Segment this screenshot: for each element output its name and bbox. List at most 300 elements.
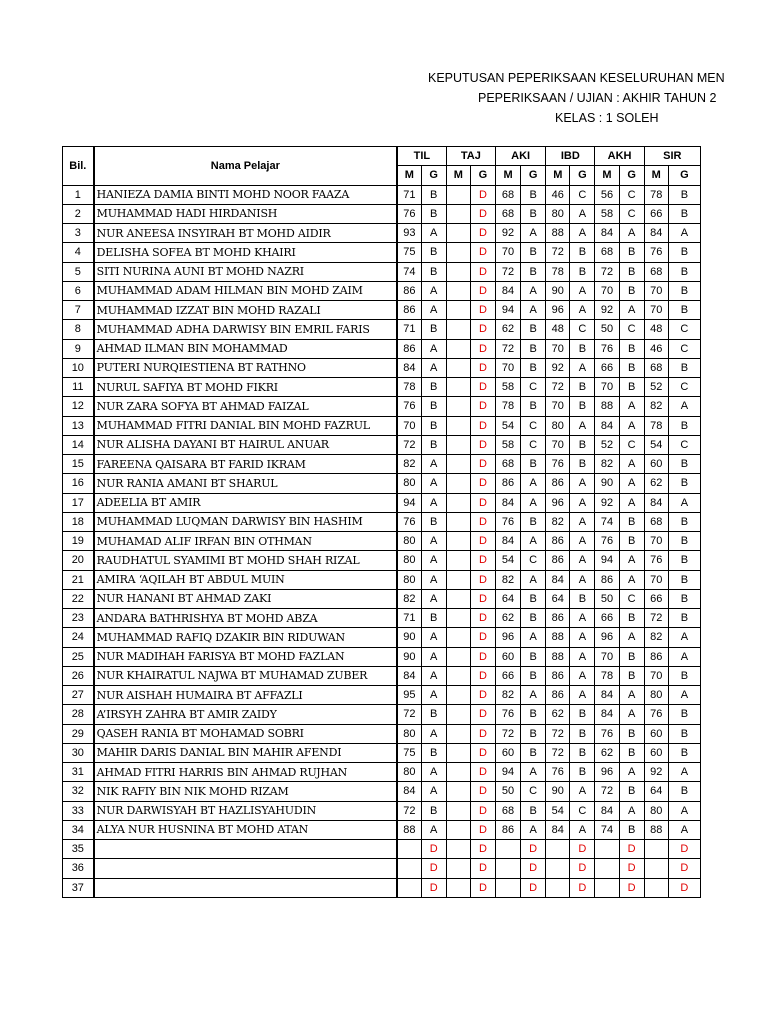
mark-cell <box>446 705 470 724</box>
mark-cell: 92 <box>644 763 668 782</box>
mark-cell: 76 <box>397 512 421 531</box>
mark-cell: 84 <box>546 570 570 589</box>
mark-cell <box>446 416 470 435</box>
mark-cell: 84 <box>495 281 520 300</box>
grade-cell: A <box>570 224 595 243</box>
grade-cell: B <box>619 262 644 281</box>
grade-cell: B <box>521 204 546 223</box>
grade-cell: B <box>570 705 595 724</box>
grade-cell: B <box>668 724 700 743</box>
mark-cell: 82 <box>644 397 668 416</box>
grade-cell: A <box>668 493 700 512</box>
row-number: 1 <box>63 185 94 204</box>
row-number: 23 <box>63 609 94 628</box>
grade-cell: A <box>421 224 446 243</box>
table-row <box>63 878 701 897</box>
mark-cell: 86 <box>546 532 570 551</box>
grade-cell: B <box>570 435 595 454</box>
exam-name: PEPERIKSAAN / UJIAN : AKHIR TAHUN 2 <box>478 91 717 105</box>
mark-cell: 68 <box>644 262 668 281</box>
grade-cell: A <box>421 455 446 474</box>
mark-cell: 80 <box>644 686 668 705</box>
mark-cell: 50 <box>495 782 520 801</box>
table-row <box>63 609 701 628</box>
mark-cell: 76 <box>495 705 520 724</box>
grade-cell: D <box>470 378 495 397</box>
mark-cell: 88 <box>546 628 570 647</box>
grade-cell: A <box>570 532 595 551</box>
grade-cell: A <box>570 512 595 531</box>
mark-cell: 86 <box>644 647 668 666</box>
mark-cell: 90 <box>397 647 421 666</box>
grade-cell: B <box>668 512 700 531</box>
grade-cell: D <box>619 859 644 878</box>
mark-cell: 80 <box>397 570 421 589</box>
grade-cell: B <box>521 609 546 628</box>
mark-cell: 86 <box>546 609 570 628</box>
student-name: DELISHA SOFEA BT MOHD KHAIRI <box>94 243 397 262</box>
mark-cell <box>644 878 668 897</box>
mark-cell: 66 <box>495 666 520 685</box>
grade-cell: B <box>521 262 546 281</box>
student-name: MUHAMMAD FITRI DANIAL BIN MOHD FAZRUL <box>94 416 397 435</box>
mark-cell: 93 <box>397 224 421 243</box>
grade-cell: C <box>619 204 644 223</box>
mark-cell: 92 <box>546 358 570 377</box>
mark-cell <box>446 262 470 281</box>
grade-cell: A <box>521 224 546 243</box>
mark-cell: 88 <box>546 224 570 243</box>
grade-cell: B <box>668 743 700 762</box>
grade-cell: A <box>619 763 644 782</box>
mark-cell: 84 <box>397 666 421 685</box>
mark-cell <box>595 878 619 897</box>
mark-cell <box>446 782 470 801</box>
grade-cell: A <box>619 551 644 570</box>
grade-cell: D <box>570 840 595 859</box>
row-number: 24 <box>63 628 94 647</box>
grade-cell: B <box>421 435 446 454</box>
mark-cell <box>446 609 470 628</box>
row-number: 12 <box>63 397 94 416</box>
grade-cell: A <box>619 705 644 724</box>
mark-cell: 72 <box>595 262 619 281</box>
grade-header: G <box>421 166 446 185</box>
grade-cell: A <box>668 628 700 647</box>
table-row <box>63 647 701 666</box>
grade-cell: B <box>421 185 446 204</box>
mark-cell: 71 <box>397 609 421 628</box>
mark-cell: 70 <box>644 570 668 589</box>
grade-cell: B <box>619 243 644 262</box>
mark-cell: 82 <box>546 512 570 531</box>
grade-cell: B <box>421 416 446 435</box>
grade-cell: D <box>470 686 495 705</box>
grade-cell: D <box>470 705 495 724</box>
mark-cell: 86 <box>546 474 570 493</box>
grade-cell: A <box>421 724 446 743</box>
mark-cell: 48 <box>546 320 570 339</box>
row-number: 19 <box>63 532 94 551</box>
grade-cell: B <box>421 609 446 628</box>
table-row <box>63 551 701 570</box>
grade-cell: A <box>570 570 595 589</box>
student-name: NUR ZARA SOFYA BT AHMAD FAIZAL <box>94 397 397 416</box>
grade-cell: B <box>570 243 595 262</box>
grade-cell: D <box>470 320 495 339</box>
class-name: KELAS : 1 SOLEH <box>555 111 659 125</box>
grade-cell: B <box>570 397 595 416</box>
grade-cell: B <box>619 782 644 801</box>
mark-cell <box>446 185 470 204</box>
mark-cell: 80 <box>397 763 421 782</box>
grade-cell: B <box>570 455 595 474</box>
grade-cell: D <box>470 397 495 416</box>
row-number: 27 <box>63 686 94 705</box>
grade-cell: B <box>570 763 595 782</box>
grade-cell: D <box>470 840 495 859</box>
mark-cell <box>595 840 619 859</box>
table-row <box>63 243 701 262</box>
student-name: MUHAMMAD HADI HIRDANISH <box>94 204 397 223</box>
mark-cell: 75 <box>397 243 421 262</box>
grade-cell: A <box>421 339 446 358</box>
student-name: ALYA NUR HUSNINA BT MOHD ATAN <box>94 820 397 839</box>
grade-cell: B <box>570 743 595 762</box>
grade-cell: B <box>668 243 700 262</box>
mark-cell: 76 <box>546 763 570 782</box>
mark-cell: 68 <box>495 801 520 820</box>
grade-cell: D <box>619 840 644 859</box>
mark-cell <box>495 878 520 897</box>
student-name: NUR KHAIRATUL NAJWA BT MUHAMAD ZUBER <box>94 666 397 685</box>
mark-cell: 68 <box>644 358 668 377</box>
mark-cell: 46 <box>644 339 668 358</box>
mark-cell: 58 <box>595 204 619 223</box>
mark-cell: 84 <box>397 782 421 801</box>
grade-cell: D <box>470 570 495 589</box>
grade-cell: A <box>421 551 446 570</box>
mark-cell: 66 <box>644 204 668 223</box>
mark-cell <box>446 224 470 243</box>
mark-cell: 84 <box>595 801 619 820</box>
mark-cell: 72 <box>397 801 421 820</box>
row-number: 4 <box>63 243 94 262</box>
grade-cell: B <box>521 801 546 820</box>
grade-cell: D <box>470 185 495 204</box>
student-name: MAHIR DARIS DANIAL BIN MAHIR AFENDI <box>94 743 397 762</box>
mark-cell: 76 <box>595 724 619 743</box>
grade-cell: D <box>570 859 595 878</box>
student-name: MUHAMMAD ADHA DARWISY BIN EMRIL FARIS <box>94 320 397 339</box>
mark-cell: 88 <box>644 820 668 839</box>
grade-cell: A <box>619 301 644 320</box>
mark-cell: 62 <box>495 320 520 339</box>
mark-cell: 88 <box>595 397 619 416</box>
bil-header: Bil. <box>63 147 94 186</box>
grade-cell: A <box>570 204 595 223</box>
mark-cell: 50 <box>595 589 619 608</box>
table-row <box>63 185 701 204</box>
mark-cell: 96 <box>595 628 619 647</box>
mark-cell: 66 <box>644 589 668 608</box>
marks-header: M <box>546 166 570 185</box>
grade-cell: B <box>421 320 446 339</box>
mark-cell <box>397 878 421 897</box>
grade-cell: B <box>619 724 644 743</box>
mark-cell: 48 <box>644 320 668 339</box>
grade-cell: A <box>421 647 446 666</box>
grade-cell: D <box>570 878 595 897</box>
mark-cell: 70 <box>644 281 668 300</box>
table-row <box>63 474 701 493</box>
grade-cell: A <box>421 493 446 512</box>
grade-cell: B <box>668 185 700 204</box>
mark-cell: 64 <box>644 782 668 801</box>
mark-cell <box>446 301 470 320</box>
mark-cell <box>446 493 470 512</box>
mark-cell: 86 <box>397 339 421 358</box>
grade-cell: A <box>521 570 546 589</box>
mark-cell: 78 <box>397 378 421 397</box>
grade-cell: A <box>619 801 644 820</box>
grade-cell: A <box>619 455 644 474</box>
student-name <box>94 878 397 897</box>
grade-cell: A <box>570 609 595 628</box>
mark-cell: 62 <box>546 705 570 724</box>
mark-cell: 96 <box>546 493 570 512</box>
grade-cell: D <box>619 878 644 897</box>
mark-cell <box>446 628 470 647</box>
grade-cell: A <box>668 224 700 243</box>
grade-cell: B <box>668 474 700 493</box>
grade-cell: D <box>521 859 546 878</box>
student-name: NUR HANANI BT AHMAD ZAKI <box>94 589 397 608</box>
mark-cell: 86 <box>495 474 520 493</box>
mark-cell <box>446 878 470 897</box>
mark-cell: 72 <box>495 262 520 281</box>
subject-aki: AKI <box>495 147 545 166</box>
grade-cell: C <box>521 782 546 801</box>
student-name: NIK RAFIY BIN NIK MOHD RIZAM <box>94 782 397 801</box>
mark-cell: 76 <box>495 512 520 531</box>
row-number: 21 <box>63 570 94 589</box>
subject-til: TIL <box>397 147 446 166</box>
mark-cell: 70 <box>397 416 421 435</box>
row-number: 14 <box>63 435 94 454</box>
mark-cell: 78 <box>546 262 570 281</box>
row-number: 32 <box>63 782 94 801</box>
row-number: 8 <box>63 320 94 339</box>
mark-cell: 96 <box>546 301 570 320</box>
grade-cell: C <box>619 320 644 339</box>
mark-cell: 84 <box>495 532 520 551</box>
table-row <box>63 570 701 589</box>
mark-cell: 74 <box>595 512 619 531</box>
grade-cell: D <box>470 532 495 551</box>
row-number: 3 <box>63 224 94 243</box>
mark-cell: 72 <box>397 705 421 724</box>
mark-cell: 72 <box>644 609 668 628</box>
grade-cell: D <box>470 243 495 262</box>
grade-cell: D <box>470 666 495 685</box>
grade-cell: C <box>668 435 700 454</box>
table-row <box>63 628 701 647</box>
grade-cell: B <box>421 204 446 223</box>
mark-cell: 70 <box>644 301 668 320</box>
mark-cell <box>446 801 470 820</box>
student-name: NUR RANIA AMANI BT SHARUL <box>94 474 397 493</box>
table-row <box>63 686 701 705</box>
mark-cell: 94 <box>595 551 619 570</box>
grade-cell: A <box>570 281 595 300</box>
grade-cell: B <box>619 532 644 551</box>
grade-cell: B <box>668 782 700 801</box>
grade-cell: B <box>668 262 700 281</box>
grade-header: G <box>521 166 546 185</box>
mark-cell: 52 <box>644 378 668 397</box>
grade-cell: B <box>668 609 700 628</box>
grade-cell: A <box>570 358 595 377</box>
row-number: 7 <box>63 301 94 320</box>
grade-cell: B <box>521 358 546 377</box>
mark-cell: 76 <box>595 532 619 551</box>
student-name: AHMAD FITRI HARRIS BIN AHMAD RUJHAN <box>94 763 397 782</box>
student-name: ANDARA BATHRISHYA BT MOHD ABZA <box>94 609 397 628</box>
grade-cell: B <box>521 666 546 685</box>
grade-cell: C <box>521 416 546 435</box>
grade-cell: A <box>619 474 644 493</box>
grade-header: G <box>570 166 595 185</box>
grade-cell: B <box>421 378 446 397</box>
table-row <box>63 493 701 512</box>
marks-header: M <box>595 166 619 185</box>
student-name: MUHAMMAD LUQMAN DARWISY BIN HASHIM <box>94 512 397 531</box>
grade-cell: A <box>421 301 446 320</box>
mark-cell: 66 <box>595 358 619 377</box>
grade-cell: C <box>619 185 644 204</box>
mark-cell: 86 <box>495 820 520 839</box>
mark-cell: 84 <box>644 493 668 512</box>
grade-cell: A <box>421 666 446 685</box>
mark-cell: 70 <box>495 243 520 262</box>
subject-ibd: IBD <box>546 147 595 166</box>
row-number: 9 <box>63 339 94 358</box>
grade-cell: A <box>570 820 595 839</box>
mark-cell <box>446 512 470 531</box>
mark-cell: 70 <box>546 435 570 454</box>
mark-cell: 76 <box>397 397 421 416</box>
table-row <box>63 455 701 474</box>
grade-cell: D <box>470 820 495 839</box>
grade-cell: C <box>521 378 546 397</box>
table-row <box>63 801 701 820</box>
grade-cell: A <box>668 763 700 782</box>
grade-cell: B <box>421 397 446 416</box>
mark-cell: 76 <box>644 551 668 570</box>
mark-cell <box>446 589 470 608</box>
mark-cell: 86 <box>595 570 619 589</box>
student-name: A’IRSYH ZAHRA BT AMIR ZAIDY <box>94 705 397 724</box>
student-name: AHMAD ILMAN BIN MOHAMMAD <box>94 339 397 358</box>
mark-cell: 92 <box>495 224 520 243</box>
grade-cell: B <box>521 320 546 339</box>
grade-cell: A <box>421 628 446 647</box>
grade-cell: A <box>521 628 546 647</box>
student-name <box>94 840 397 859</box>
grade-cell: D <box>470 262 495 281</box>
grade-cell: C <box>619 435 644 454</box>
mark-cell <box>446 647 470 666</box>
row-number: 22 <box>63 589 94 608</box>
grade-cell: B <box>421 512 446 531</box>
student-name: NUR ANEESA INSYIRAH BT MOHD AIDIR <box>94 224 397 243</box>
grade-cell: C <box>521 435 546 454</box>
grade-cell: A <box>521 493 546 512</box>
student-name: QASEH RANIA BT MOHAMAD SOBRI <box>94 724 397 743</box>
grade-cell: A <box>421 474 446 493</box>
row-number: 15 <box>63 455 94 474</box>
mark-cell: 70 <box>546 397 570 416</box>
table-row <box>63 724 701 743</box>
row-number: 30 <box>63 743 94 762</box>
grade-cell: A <box>668 686 700 705</box>
mark-cell: 62 <box>644 474 668 493</box>
mark-cell: 84 <box>595 705 619 724</box>
grade-cell: A <box>570 686 595 705</box>
mark-cell: 86 <box>546 666 570 685</box>
mark-cell: 94 <box>495 301 520 320</box>
student-name: NUR AISHAH HUMAIRA BT AFFAZLI <box>94 686 397 705</box>
grade-cell: A <box>619 224 644 243</box>
subject-taj: TAJ <box>446 147 495 166</box>
mark-cell <box>495 859 520 878</box>
grade-cell: B <box>521 243 546 262</box>
mark-cell <box>446 570 470 589</box>
student-name: NURUL SAFIYA BT MOHD FIKRI <box>94 378 397 397</box>
mark-cell: 64 <box>546 589 570 608</box>
mark-cell: 80 <box>644 801 668 820</box>
mark-cell <box>446 859 470 878</box>
grade-cell: B <box>570 339 595 358</box>
mark-cell <box>446 532 470 551</box>
table-row <box>63 339 701 358</box>
mark-cell <box>446 763 470 782</box>
row-number: 2 <box>63 204 94 223</box>
mark-cell: 70 <box>546 339 570 358</box>
grade-cell: C <box>570 185 595 204</box>
mark-cell <box>446 666 470 685</box>
mark-cell: 76 <box>644 705 668 724</box>
mark-cell: 64 <box>495 589 520 608</box>
mark-cell <box>446 281 470 300</box>
mark-cell <box>446 339 470 358</box>
mark-cell: 86 <box>397 281 421 300</box>
mark-cell: 80 <box>397 724 421 743</box>
mark-cell: 70 <box>595 378 619 397</box>
student-name: MUHAMMAD IZZAT BIN MOHD RAZALI <box>94 301 397 320</box>
grade-cell: B <box>668 532 700 551</box>
grade-cell: A <box>521 820 546 839</box>
mark-cell: 90 <box>595 474 619 493</box>
mark-cell <box>446 820 470 839</box>
mark-cell: 84 <box>546 820 570 839</box>
mark-cell: 86 <box>546 686 570 705</box>
row-number: 16 <box>63 474 94 493</box>
mark-cell: 72 <box>397 435 421 454</box>
mark-cell: 66 <box>595 609 619 628</box>
mark-cell: 72 <box>495 724 520 743</box>
